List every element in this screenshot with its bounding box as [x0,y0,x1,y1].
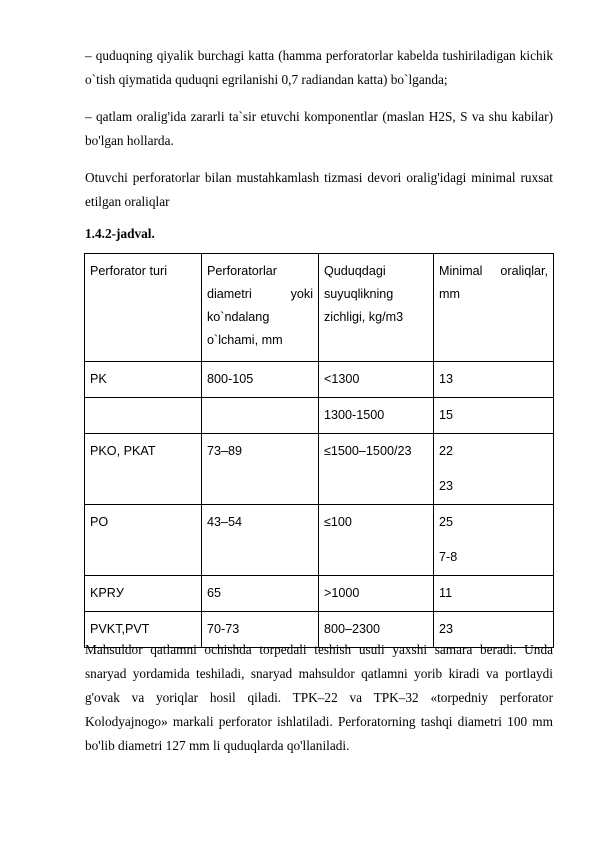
cell-diameter [202,398,319,434]
paragraph-harmful-components: – qatlam oralig'ida zararli ta`sir etuvchi komponentlar (maslan H2S, S va shu kabilar) bo'lgan hollarda. [85,109,553,148]
cell-diameter: 43–54 [202,505,319,576]
header-min-interval [434,254,554,362]
cell-type: KPRУ [85,576,202,612]
header-perforator-type [85,254,202,362]
cell-min [434,434,554,505]
paragraph-torpedo-method: Mahsuldor qatlamni ochishda torpedali teshish usuli yaxshi samara beradi. Unda snaryad yordamida teshiladi, snaryad mahsuldor qatlamni yorib kiradi va portlaydi g'ovak va yoriqlar hosil qiladi. TPK–22 va TPK–32 «torpedniy perforator Kolodyajnogo» markali perforator ishlatiladi. Perforatorning tashqi diametri 100 mm bo'lib diametri 127 mm li quduqlarda qo'llaniladi. [85,642,553,753]
table-title: 1.4.2-jadval. [85,226,155,241]
cell-diameter: 73–89 [202,434,319,505]
cell-diameter: 65 [202,576,319,612]
cell-min: 13 [434,362,554,398]
table-row [85,434,554,505]
cell-density: 800–2300 [319,612,434,648]
header-min-interval-line-2: mm [439,287,460,301]
cell-diameter: 800-105 [202,362,319,398]
header-diameter [202,254,319,362]
cell-density: >1000 [319,576,434,612]
paragraph-table-intro: Otuvchi perforatorlar bilan mustahkamlash tizmasi devori oralig'idagi minimal ruxsat etilgan oraliqlar [85,170,553,209]
cell-min-value-1: 25 [439,515,454,529]
cell-min: 11 [434,576,554,612]
cell-type: PO [85,505,202,576]
header-diameter-line-2: diametri yoki [207,287,313,301]
cell-diameter: 70-73 [202,612,319,648]
table-row [85,505,554,576]
cell-min-value-1: 22 [439,444,454,458]
header-density [319,254,434,362]
header-diameter-line-1: Perforatorlar [207,264,277,278]
table-row [85,576,554,612]
cell-min-value-2: 23 [439,479,454,493]
table-header-row [85,254,554,362]
header-min-interval-line-1: Minimal oraliqlar, [439,264,548,278]
header-perforator-type-text: Perforator turi [90,264,167,278]
cell-type: PKO, PKAT [85,434,202,505]
cell-min: 23 [434,612,554,648]
perforator-table [84,253,554,648]
table-row [85,398,554,434]
header-density-line-1: Quduqdagi [324,264,386,278]
cell-density: 1300-1500 [319,398,434,434]
table-row [85,362,554,398]
paragraph-deviation: – quduqning qiyalik burchagi katta (hamma perforatorlar kabelda tushiriladigan kichik o`tish qiymatida quduqni egrilanishi 0,7 radiandan katta) bo`lganda; [85,48,553,87]
cell-density: ≤100 [319,505,434,576]
cell-min-value-2: 7-8 [439,550,458,564]
cell-density: ≤1500–1500/23 [319,434,434,505]
cell-type [85,398,202,434]
cell-type: PVKT,PVT [85,612,202,648]
cell-min [434,505,554,576]
cell-density: <1300 [319,362,434,398]
header-density-line-3: zichligi, kg/m3 [324,310,404,324]
header-diameter-line-3: ko`ndalang [207,310,270,324]
cell-type: PK [85,362,202,398]
header-density-line-2: suyuqlikning [324,287,394,301]
header-diameter-line-4: o`lchami, mm [207,333,283,347]
cell-min: 15 [434,398,554,434]
